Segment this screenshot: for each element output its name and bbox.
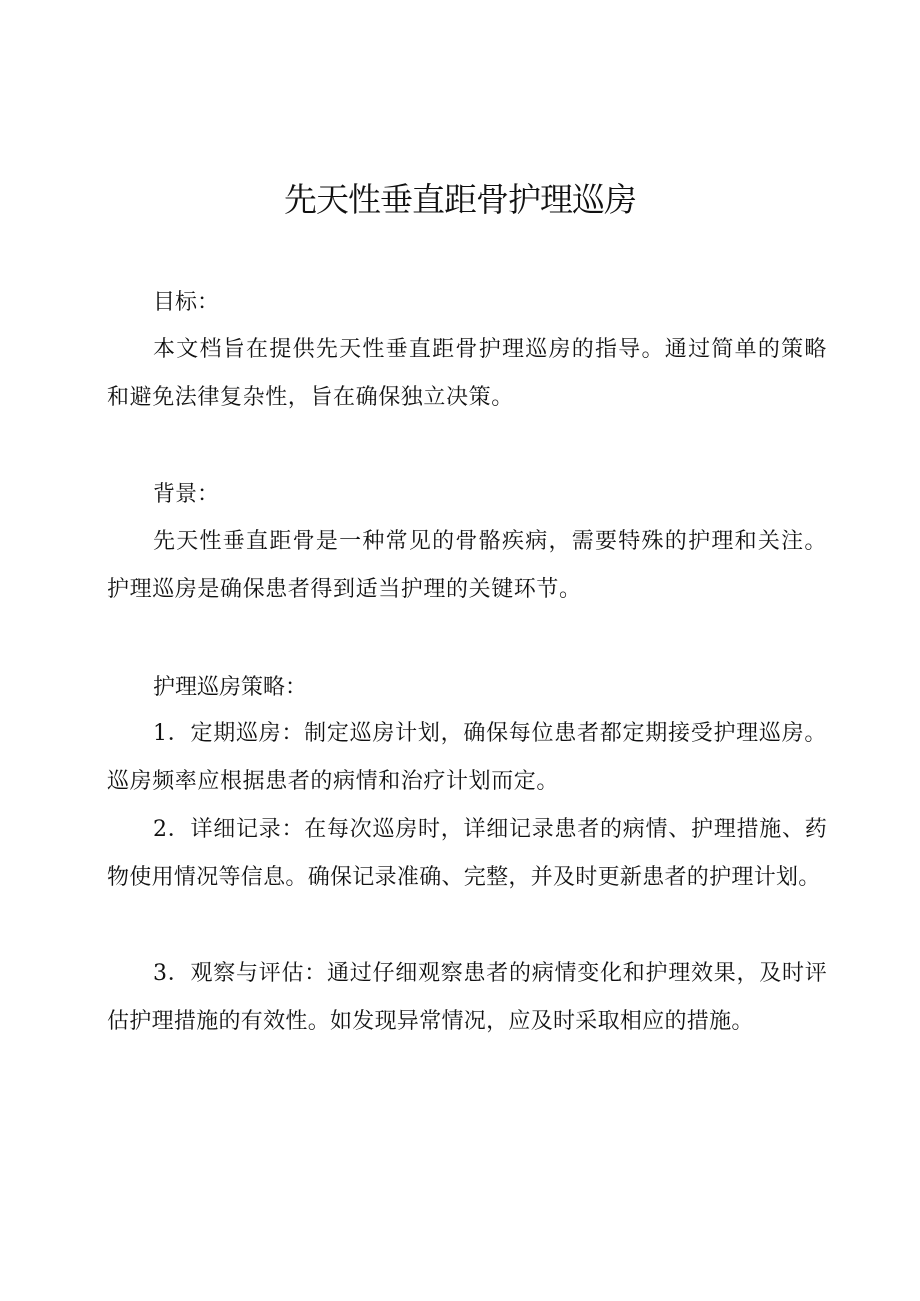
goal-paragraph: 本文档旨在提供先天性垂直距骨护理巡房的指导。通过简单的策略和避免法律复杂性，旨在确保独立决策。 (107, 337, 827, 410)
strategy-item-3: 3．观察与评估：通过仔细观察患者的病情变化和护理效果，及时评估护理措施的有效性。如发现异常情况，应及时采取相应的措施。 (107, 961, 827, 1034)
strategy-item-2: 2．详细记录：在每次巡房时，详细记录患者的病情、护理措施、药物使用情况等信息。确保记录准确、完整，并及时更新患者的护理计划。 (107, 817, 827, 890)
document-title: 先天性垂直距骨护理巡房 (284, 180, 636, 219)
section-heading-goal: 目标： (153, 290, 220, 315)
strategy-item-1: 1．定期巡房：制定巡房计划，确保每位患者都定期接受护理巡房。巡房频率应根据患者的病情和治疗计划而定。 (107, 721, 827, 794)
background-paragraph: 先天性垂直距骨是一种常见的骨骼疾病，需要特殊的护理和关注。护理巡房是确保患者得到适当护理的关键环节。 (107, 529, 827, 602)
section-heading-strategy: 护理巡房策略： (153, 675, 308, 700)
section-heading-background: 背景： (153, 482, 220, 507)
